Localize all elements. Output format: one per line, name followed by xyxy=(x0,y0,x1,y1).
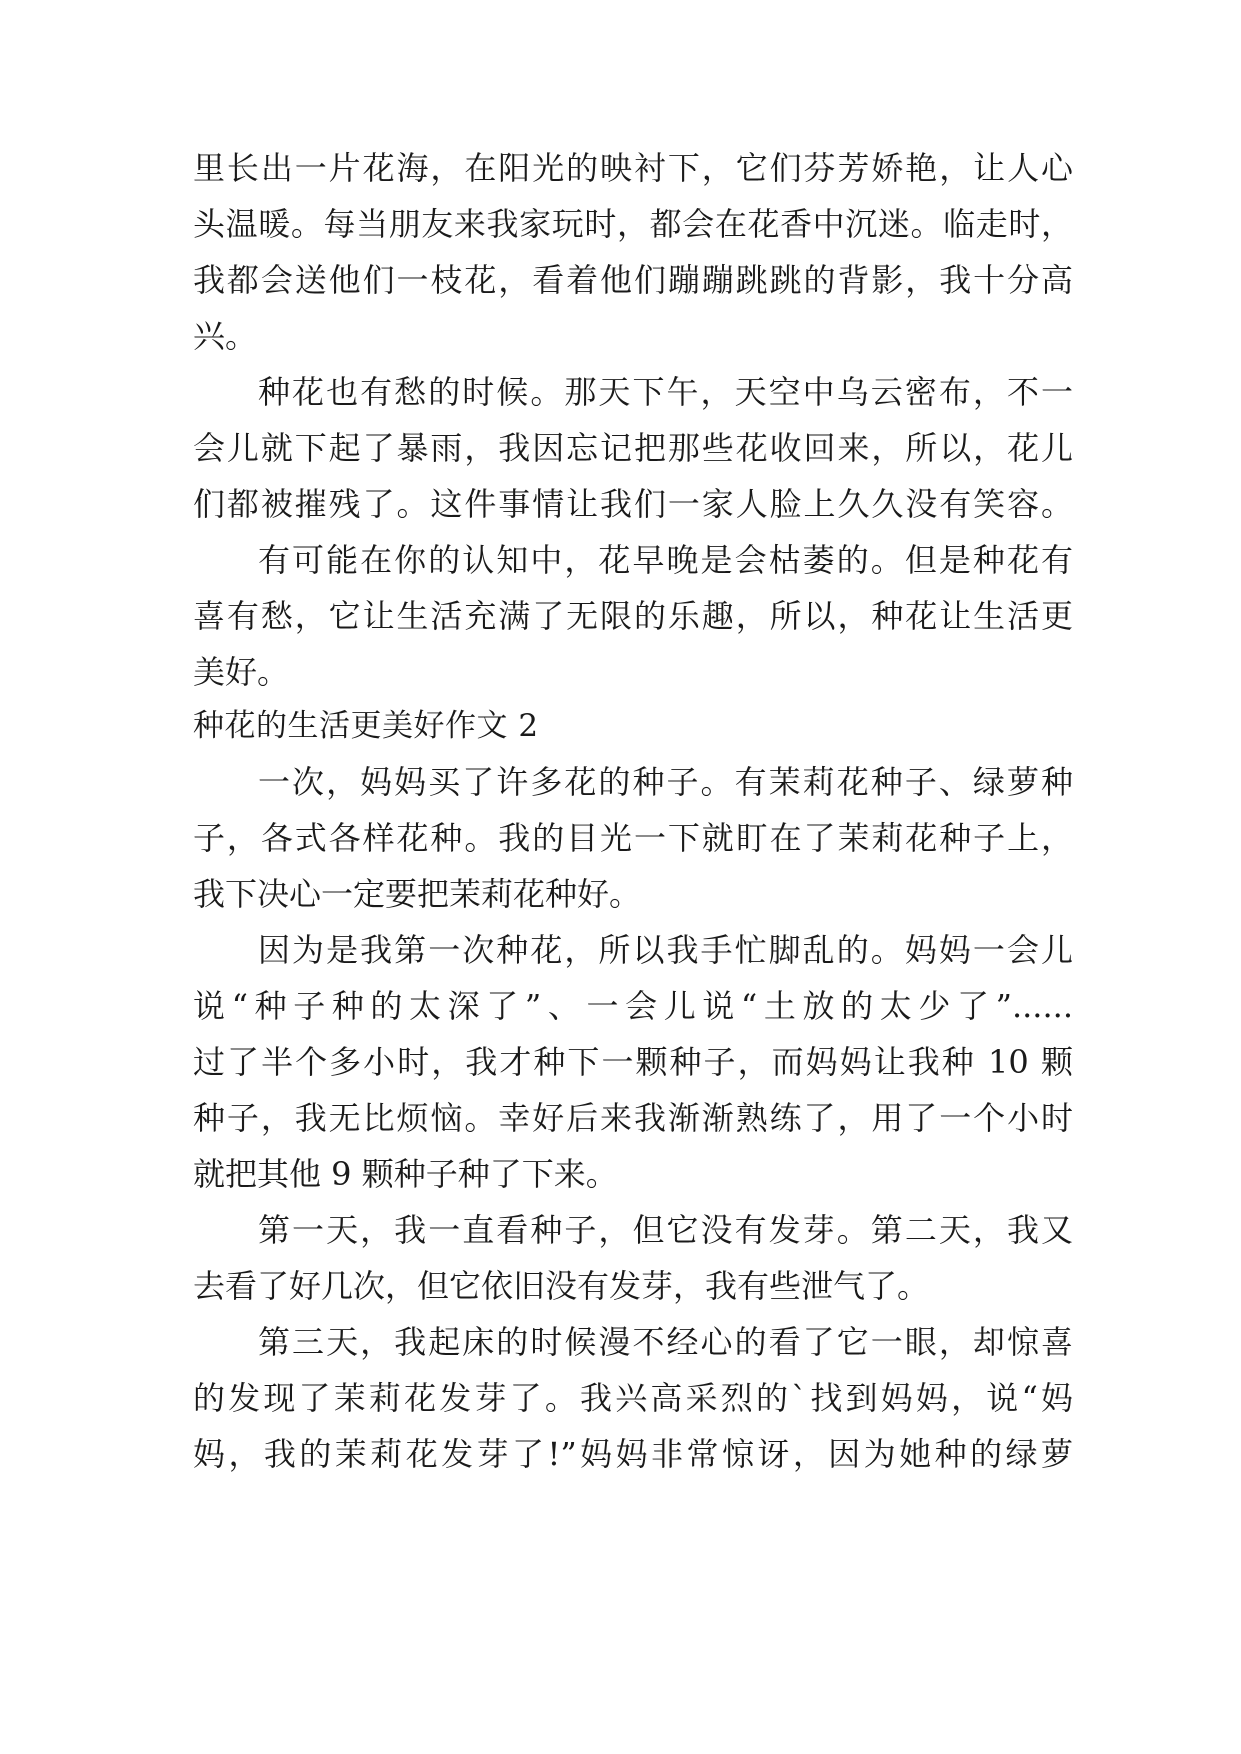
text-line: 子，各式各样花种。我的目光一下就盯在了茉莉花种子上， xyxy=(193,819,1073,857)
text-line: 们都被摧残了。这件事情让我们一家人脸上久久没有笑容。 xyxy=(193,485,1073,523)
text-line: 去看了好几次，但它依旧没有发芽，我有些泄气了。 xyxy=(193,1267,930,1305)
text-line: 我下决心一定要把茉莉花种好。 xyxy=(193,875,642,913)
text-line: 有可能在你的认知中，花早晚是会枯萎的。但是种花有 xyxy=(258,541,1073,579)
text-line: 种花也有愁的时候。那天下午，天空中乌云密布，不一 xyxy=(258,373,1073,411)
text-line: 里长出一片花海，在阳光的映衬下，它们芬芳娇艳，让人心 xyxy=(193,149,1073,187)
text-line: 因为是我第一次种花，所以我手忙脚乱的。妈妈一会儿 xyxy=(258,931,1073,969)
text-line: 说“种子种的太深了”、一会儿说“土放的太少了”...... xyxy=(193,987,1073,1025)
text-line: 就把其他 9 颗种子种了下来。 xyxy=(193,1155,618,1193)
text-line: 种子，我无比烦恼。幸好后来我渐渐熟练了，用了一个小时 xyxy=(193,1099,1073,1137)
text-line: 妈，我的茉莉花发芽了!”妈妈非常惊讶，因为她种的绿萝 xyxy=(193,1435,1073,1473)
text-line: 我都会送他们一枝花，看着他们蹦蹦跳跳的背影，我十分高 xyxy=(193,261,1073,299)
section-title: 种花的生活更美好作文 2 xyxy=(193,708,539,744)
text-line: 会儿就下起了暴雨，我因忘记把那些花收回来，所以，花儿 xyxy=(193,429,1073,467)
text-line: 的发现了茉莉花发芽了。我兴高采烈的`找到妈妈，说“妈 xyxy=(193,1379,1073,1417)
text-line: 过了半个多小时，我才种下一颗种子，而妈妈让我种 10 颗 xyxy=(193,1043,1073,1081)
text-line: 美好。 xyxy=(193,653,290,691)
text-line: 一次，妈妈买了许多花的种子。有茉莉花种子、绿萝种 xyxy=(258,763,1073,801)
text-line: 喜有愁，它让生活充满了无限的乐趣，所以，种花让生活更 xyxy=(193,597,1073,635)
text-line: 第三天，我起床的时候漫不经心的看了它一眼，却惊喜 xyxy=(258,1323,1073,1361)
text-line: 头温暖。每当朋友来我家玩时，都会在花香中沉迷。临走时， xyxy=(193,205,1073,243)
text-line: 兴。 xyxy=(193,317,258,355)
text-line: 第一天，我一直看种子，但它没有发芽。第二天，我又 xyxy=(258,1211,1073,1249)
